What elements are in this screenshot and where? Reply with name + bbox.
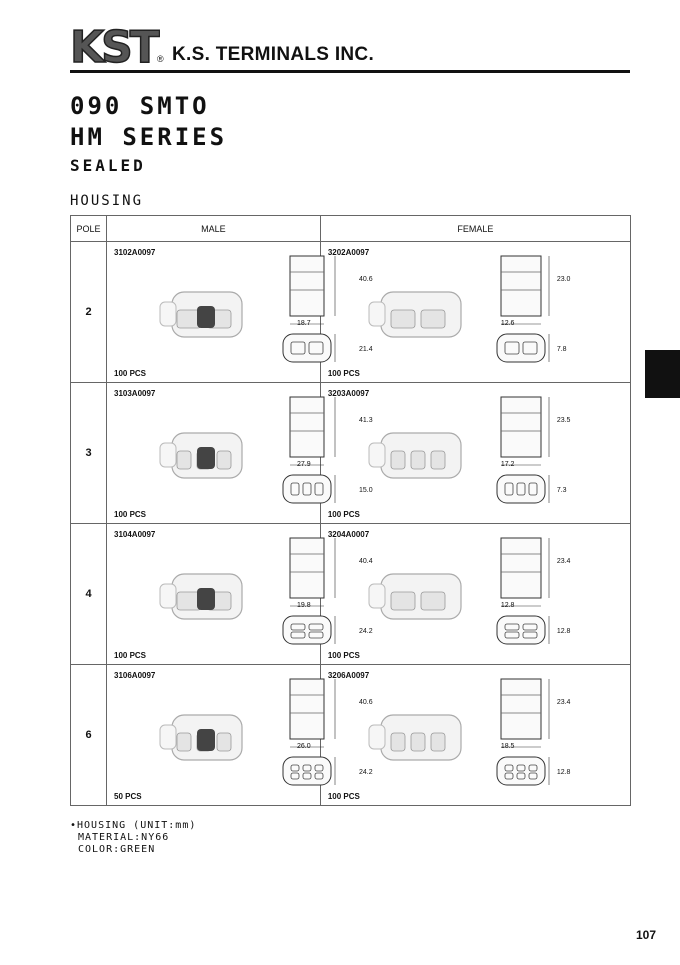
header-male: MALE — [107, 216, 321, 242]
housing-table — [70, 215, 631, 806]
connector-photo — [361, 554, 481, 639]
part-number: 3204A0007 — [327, 530, 370, 539]
quantity: 100 PCS — [327, 792, 360, 801]
svg-text:KST: KST — [70, 22, 157, 68]
note-line: •HOUSING (UNIT:mm) — [70, 820, 197, 831]
company-name: K.S. TERMINALS INC. — [172, 44, 375, 65]
connector-photo — [361, 413, 481, 498]
dim-height: 40.6 — [359, 699, 373, 706]
pole-count: 3 — [71, 383, 107, 524]
female-cell — [320, 524, 630, 665]
dim-side: 24.2 — [359, 628, 373, 635]
part-number: 3103A0097 — [114, 389, 156, 398]
connector-photo — [361, 272, 481, 357]
page-number: 107 — [636, 928, 657, 942]
connector-photo — [147, 695, 267, 780]
header-female: FEMALE — [320, 216, 630, 242]
dim-side: 12.8 — [556, 628, 571, 635]
note-line: MATERIAL:NY66 — [78, 832, 170, 843]
dim-height: 23.0 — [556, 276, 571, 283]
female-cell — [320, 665, 630, 806]
dimension-drawing — [481, 391, 571, 515]
dim-side: 7.3 — [556, 487, 567, 494]
table-header-row — [71, 216, 631, 242]
dimension-drawing — [481, 532, 571, 656]
dim-height: 41.3 — [359, 417, 373, 424]
dim-height: 40.6 — [359, 276, 373, 283]
quantity: 100 PCS — [327, 369, 360, 378]
title-line-1: 090 SMTO — [70, 92, 210, 120]
dim-side: 24.2 — [359, 769, 373, 776]
title-line-3: SEALED — [70, 156, 146, 175]
connector-photo — [147, 413, 267, 498]
dim-side: 21.4 — [359, 346, 373, 353]
header-pole: POLE — [71, 216, 107, 242]
dim-width: 19.8 — [297, 602, 311, 609]
pole-count: 2 — [71, 242, 107, 383]
part-number: 3202A0097 — [327, 248, 370, 257]
dim-width: 18.7 — [297, 320, 311, 327]
notes — [70, 820, 196, 856]
dim-width: 26.0 — [297, 743, 311, 750]
part-number: 3102A0097 — [114, 248, 156, 257]
female-cell — [320, 242, 630, 383]
header-rule — [70, 70, 630, 73]
female-cell — [320, 383, 630, 524]
dim-width: 12.6 — [500, 320, 515, 327]
title-line-2: HM SERIES — [70, 123, 228, 151]
dim-side: 7.8 — [556, 346, 567, 353]
table-row — [71, 242, 631, 383]
table-row — [71, 524, 631, 665]
section-tab-marker — [645, 350, 680, 398]
dim-height: 23.4 — [556, 699, 571, 706]
note-line: COLOR:GREEN — [78, 844, 156, 855]
dim-width: 18.5 — [500, 743, 515, 750]
part-number: 3104A0097 — [114, 530, 156, 539]
part-number: 3106A0097 — [114, 671, 156, 680]
part-number: 3203A0097 — [327, 389, 370, 398]
dim-height: 40.4 — [359, 558, 373, 565]
quantity: 100 PCS — [114, 510, 147, 519]
dim-height: 23.5 — [556, 417, 571, 424]
dim-width: 17.2 — [500, 461, 515, 468]
table-row — [71, 383, 631, 524]
kst-logo — [70, 22, 160, 68]
quantity: 100 PCS — [327, 651, 360, 660]
quantity: 100 PCS — [114, 369, 147, 378]
connector-photo — [361, 695, 481, 780]
section-title: HOUSING — [70, 193, 144, 209]
dim-width: 27.9 — [297, 461, 311, 468]
dim-side: 12.8 — [556, 769, 571, 776]
quantity: 100 PCS — [114, 651, 147, 660]
pole-count: 4 — [71, 524, 107, 665]
dimension-drawing — [481, 673, 571, 797]
connector-photo — [147, 554, 267, 639]
registered-mark: ® — [157, 54, 164, 64]
dim-height: 23.4 — [556, 558, 571, 565]
dim-side: 15.0 — [359, 487, 373, 494]
quantity: 50 PCS — [114, 792, 142, 801]
part-number: 3206A0097 — [327, 671, 370, 680]
pole-count: 6 — [71, 665, 107, 806]
dim-width: 12.8 — [500, 602, 515, 609]
dimension-drawing — [481, 250, 571, 374]
table-row — [71, 665, 631, 806]
connector-photo — [147, 272, 267, 357]
quantity: 100 PCS — [327, 510, 360, 519]
